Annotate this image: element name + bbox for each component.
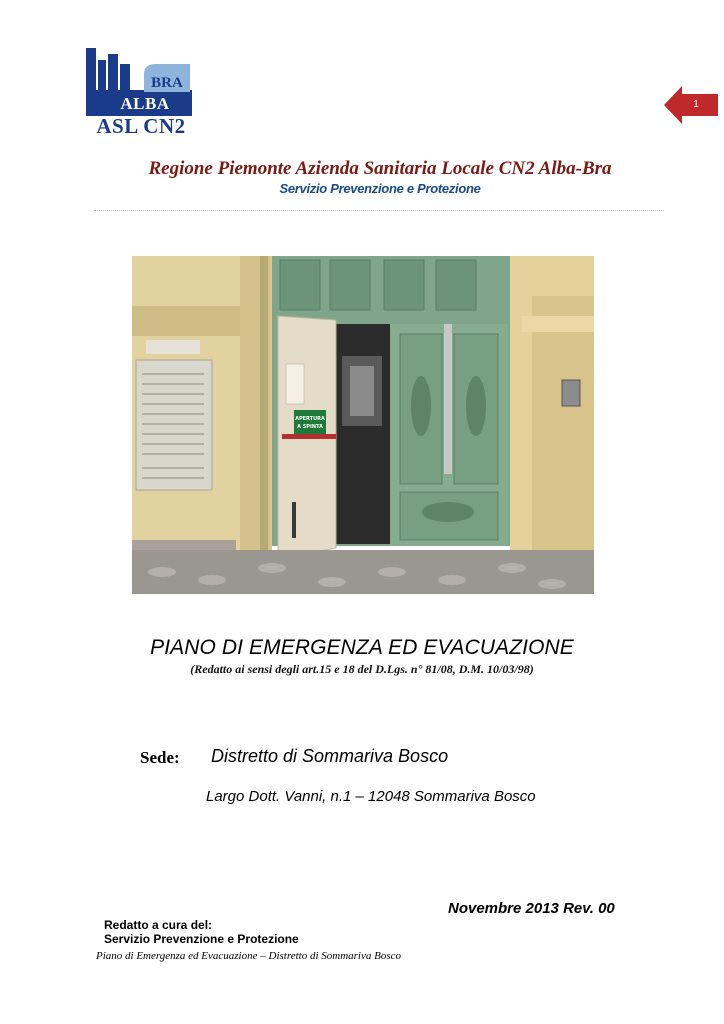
document-subtitle: (Redatto ai sensi degli art.15 e 18 del D.Lgs. n° 81/08, D.M. 10/03/98) xyxy=(190,662,534,676)
document-title: PIANO DI EMERGENZA ED EVACUAZIONE xyxy=(150,636,574,659)
logo-text-alba: ALBA xyxy=(120,94,170,113)
author-line-2: Servizio Prevenzione e Protezione xyxy=(104,932,299,946)
organization-subtitle: Servizio Prevenzione e Protezione xyxy=(279,181,481,196)
sede-value: Distretto di Sommariva Bosco xyxy=(211,746,449,766)
asl-cn2-logo xyxy=(86,44,196,138)
sede-address: Largo Dott. Vanni, n.1 – 12048 Sommariva Bosco xyxy=(206,788,536,805)
date-revision: Novembre 2013 Rev. 00 xyxy=(448,900,615,917)
logo-text-bra: BRA xyxy=(151,75,183,91)
page-footer: Piano di Emergenza ed Evacuazione – Distretto di Sommariva Bosco xyxy=(96,950,401,962)
page-number: 1 xyxy=(693,99,699,110)
exit-sign-line2: A SPINTA xyxy=(297,424,323,430)
header-divider xyxy=(94,210,664,211)
sede-label: Sede: xyxy=(140,748,180,767)
author-line-1: Redatto a cura del: xyxy=(104,918,213,932)
organization-title: Regione Piemonte Azienda Sanitaria Locale CN2 Alba-Bra xyxy=(148,158,612,179)
logo-text-asl: ASL CN2 xyxy=(96,114,186,138)
exit-sign-line1: APERTURA xyxy=(295,416,325,422)
entrance-door-photo xyxy=(132,256,594,594)
